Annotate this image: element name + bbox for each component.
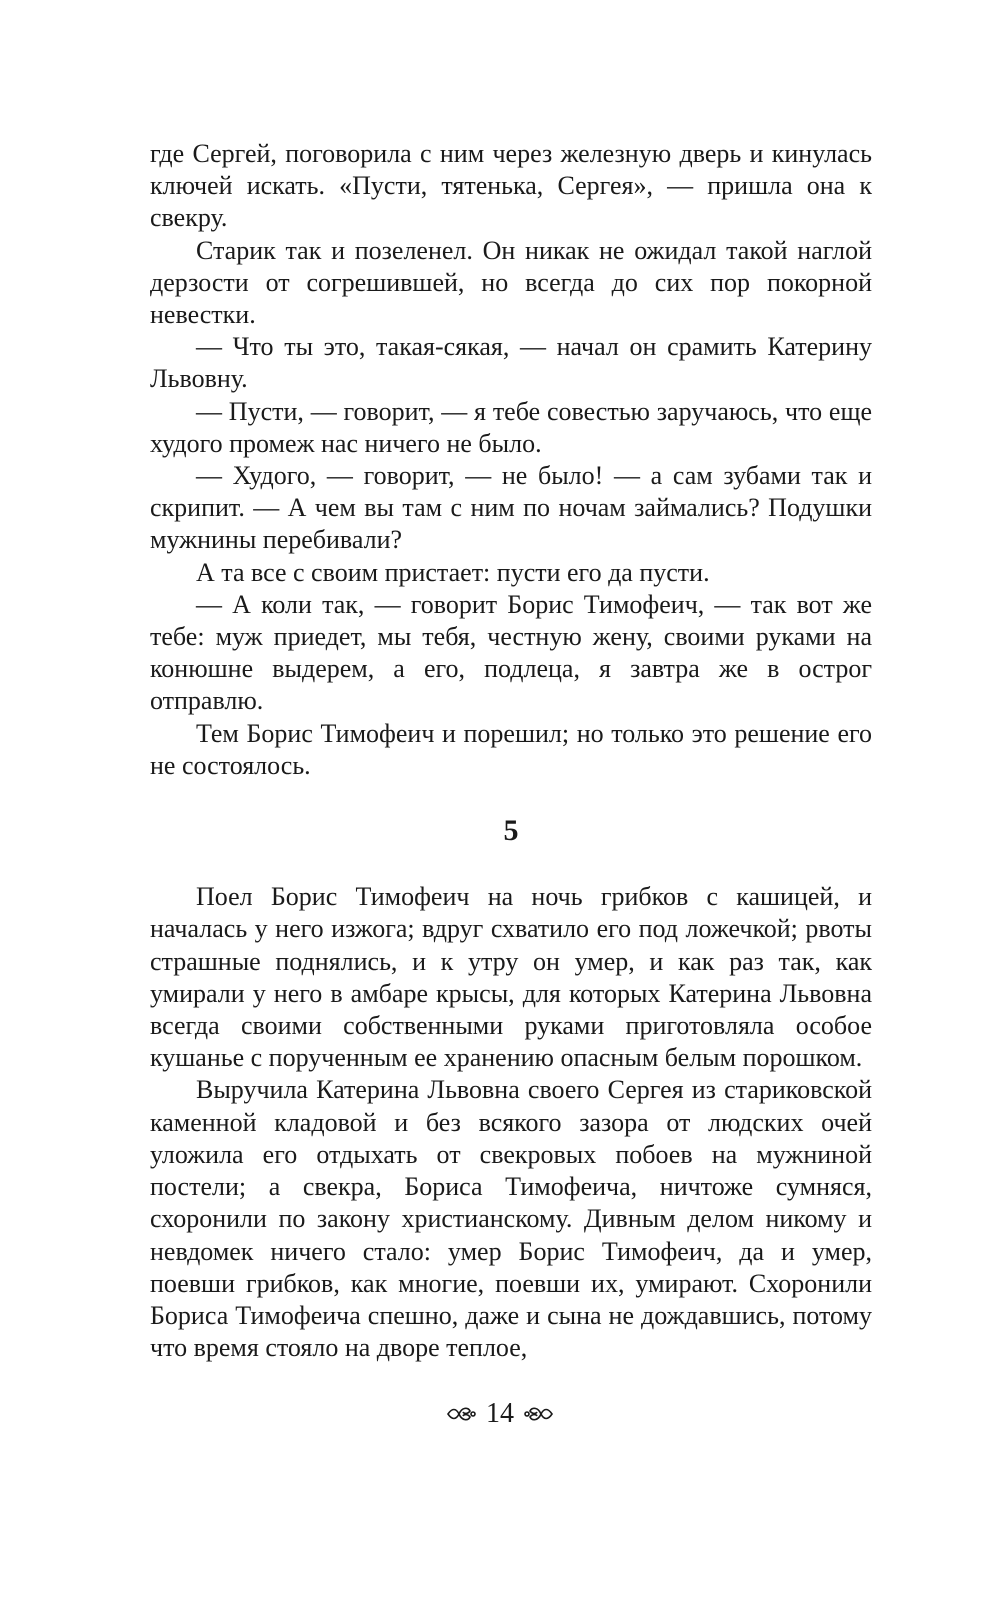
paragraph: — Пусти, — говорит, — я тебе совестью заручаюсь, что еще худого промеж нас ничего не было.: [150, 396, 872, 458]
ornament-right-icon: [524, 1403, 554, 1425]
paragraph: где Сергей, поговорила с ним через железную дверь и кинулась ключей искать. «Пусти, тятенька, Сергея», — пришла она к свекру.: [150, 139, 872, 233]
paragraph: Тем Борис Тимофеич и порешил; но только это решение его не состоялось.: [150, 718, 872, 780]
paragraph: Выручила Катерина Львовна своего Сергея из стариковской каменной кладовой и без всякого зазора от людских очей уложила его отдыхать от свекровых побоев на мужниной постели; а свекра, Бориса Тимофеича, ничтоже сумняся, схоронили по закону христианскому. Дивным делом никому и невдомек ничего стало: умер Борис Тимофеич, да и умер, поевши грибков, как многие, поевши их, умирают. Схоронили Бориса Тимофеича спешно, даже и сына не дождавшись, потому что время стояло на дворе теплое,: [150, 1075, 872, 1363]
paragraph: Старик так и позеленел. Он никак не ожидал такой наглой дерзости от согрешившей, но всегда до сих пор покорной невестки.: [150, 235, 872, 330]
paragraphs-before: [150, 138, 872, 782]
chapter-number: 5: [503, 814, 519, 848]
page-body: [150, 138, 872, 1364]
page-number: 14: [486, 1398, 514, 1429]
paragraphs-after: [150, 881, 872, 1364]
ornament-left-icon: [446, 1403, 476, 1425]
paragraph: — Что ты это, такая-сякая, — начал он срамить Катерину Львовну.: [150, 332, 872, 394]
paragraph: Поел Борис Тимофеич на ночь грибков с кашицей, и началась у него изжога; вдруг схватило его под ложечкой; рвоты страшные поднялись, и к утру он умер, и как раз так, как умирали у него в амбаре крысы, для которых Катерина Львовна всегда своими собственными руками приготовляла особое кушанье с порученным ее хранению опасным белым порошком.: [150, 882, 872, 1073]
paragraph: — Худого, — говорит, — не было! — а сам зубами так и скрипит. — А чем вы там с ним по ночам займались? Подушки мужнины перебивали?: [150, 461, 872, 555]
paragraph: — А коли так, — говорит Борис Тимофеич, — так вот же тебе: муж приедет, мы тебя, честную жену, своими руками на конюшне выдерем, а его, подлеца, я завтра же в острог отправлю.: [150, 589, 872, 716]
page-footer: [0, 1398, 1000, 1430]
paragraph: А та все с своим пристает: пусти его да пусти.: [196, 557, 710, 587]
